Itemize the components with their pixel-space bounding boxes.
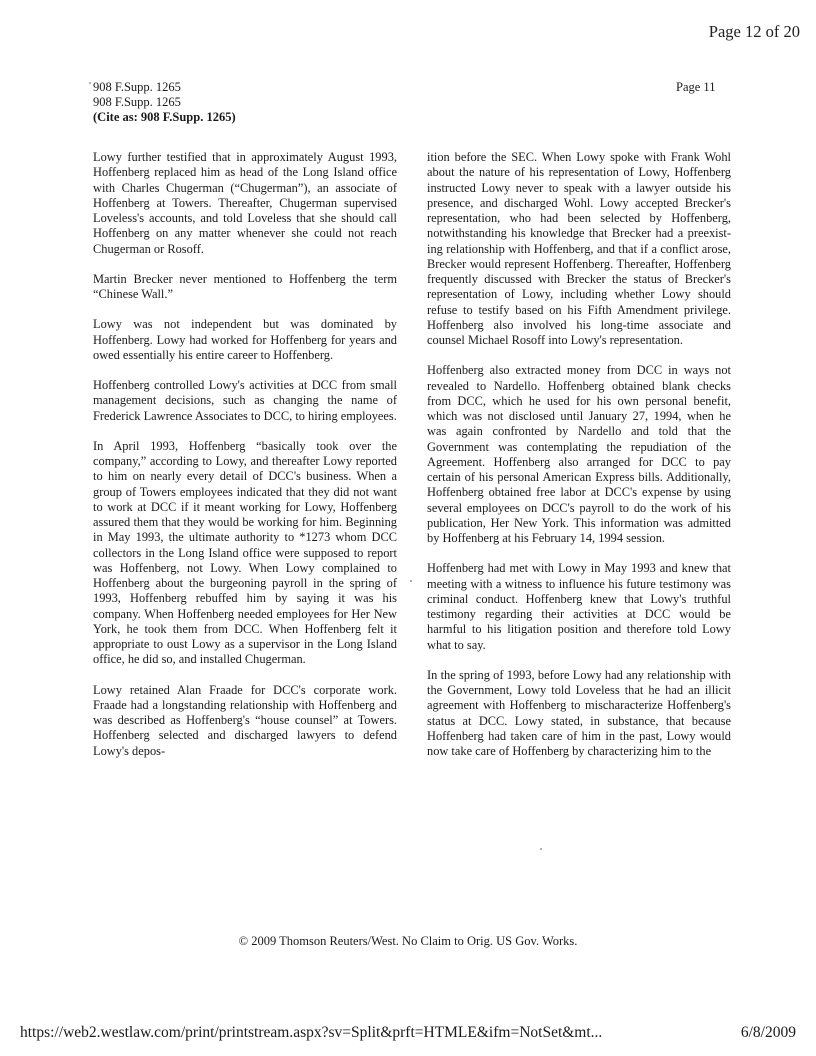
citation-line: 908 F.Supp. 1265 bbox=[93, 95, 181, 109]
scan-speck bbox=[410, 580, 412, 582]
page-counter: Page 12 of 20 bbox=[708, 22, 800, 41]
paragraph: In April 1993, Hoffenberg “basically took over the company,” according to Lowy, and thereafter Lowy reported to him on nearly every detail of DCC's business. When a group of Towers employees indicated that they did not want to work at DCC if it meant working for Lowy, Hoffenberg assured them that they would be working for him. Beginning in May 1993, the ultimate authority to *1273 whom DCC collectors in the Long Island office were supposed to report was Hoffenberg, not Lowy. When Lowy complained to Hoffenberg about the burgeoning payroll in the spring of 1993, Hoffenberg rebuffed him by saying it was his company. When Hoffenberg needed employees for Her New York, he took them from DCC. When Hoffenberg felt it appropriate to oust Lowy as a supervisor in the Long Island office, he did so, and installed Chugerman. bbox=[93, 438, 397, 667]
paragraph: Lowy further testified that in approximately August 1993, Hoffenberg replaced him as head of the Long Island office with Charles Chugerman (“Chugerman”), an associate of Hoffenberg at Towers. Thereafter, Chugerman supervised Loveless's accounts, and told Loveless that she should call Hoffenberg on any matter whenever she could not reach Chugerman or Rosoff. bbox=[93, 150, 397, 256]
paragraph: ition before the SEC. When Lowy spoke with Frank Wohl about the nature of his representation of Lowy, Hoffenberg instructed Lowy never to speak with a lawyer outside his presence, and discharged Wohl. Lowy accepted Brecker's representation, who had been selected by Hoffenberg, notwithstanding his knowledge that Brecker had a preexisting relationship with Hoffenberg, and that if a conflict arose, Brecker would represent Hoffenberg. Thereafter, Hoffenberg frequently discussed with Brecker the status of Brecker's representation of Lowy, including whether Lowy should refuse to testify based on his Fifth Amendment privilege. Hoffenberg also involved his long-time associate and counsel Michael Rosoff into Lowy's representation. bbox=[427, 150, 731, 347]
copyright-footer: © 2009 Thomson Reuters/West. No Claim to Orig. US Gov. Works. bbox=[238, 934, 578, 948]
citation-block bbox=[93, 80, 236, 125]
paragraph: Lowy was not independent but was dominated by Hoffenberg. Lowy had worked for Hoffenberg for years and owed essentially his entire career to Hoffenberg. bbox=[93, 317, 397, 362]
page-label: Page 11 bbox=[676, 80, 716, 94]
paragraph: Lowy retained Alan Fraade for DCC's corporate work. Fraade had a longstanding relationship with Hoffenberg and was described as Hoffenberg's “house counsel” at Towers. Hoffenberg selected and discharged lawyers to defend Lowy's depos- bbox=[93, 682, 397, 758]
paragraph: Hoffenberg also extracted money from DCC in ways not revealed to Nardello. Hoffenberg obtained blank checks from DCC, which he used for his own personal benefit, which was not disclosed until January 27, 1994, when he was again confronted by Nardello and told that the Government was contemplating the repudiation of the Agreement. Hoffenberg also arranged for DCC to pay certain of his personal American Express bills. Additionally, Hoffenberg obtained free labor at DCC's expense by using several employees on DCC's payroll to do the work of his publication, Her New York. This information was admitted by Hoffenberg at his February 14, 1994 session. bbox=[427, 363, 731, 545]
print-date: 6/8/2009 bbox=[740, 1024, 796, 1041]
paragraph: Martin Brecker never mentioned to Hoffenberg the term “Chinese Wall.” bbox=[93, 271, 397, 301]
cite-as-line: (Cite as: 908 F.Supp. 1265) bbox=[93, 110, 236, 124]
print-url: https://web2.westlaw.com/print/printstream.aspx?sv=Split&prft=HTMLE&ifm=NotSet&mt... bbox=[20, 1024, 603, 1041]
paragraph: Hoffenberg had met with Lowy in May 1993 and knew that meeting with a witness to influence his future testimony was criminal conduct. Hoffenberg knew that Lowy's truthful testimony regarding their activities at DCC would be harmful to his litigation position and therefore told Lowy what to say. bbox=[427, 561, 731, 652]
right-column bbox=[427, 150, 731, 774]
paragraph: Hoffenberg controlled Lowy's activities at DCC from small management decisions, such as changing the name of Frederick Lawrence Associates to DCC, to hiring employees. bbox=[93, 378, 397, 423]
left-column bbox=[93, 150, 397, 774]
citation-line: 908 F.Supp. 1265 bbox=[93, 80, 181, 94]
scan-speck bbox=[89, 82, 91, 84]
paragraph: In the spring of 1993, before Lowy had any relationship with the Government, Lowy told Loveless that he had an illicit agreement with Hoffenberg to mischaracterize Hoffenberg's status at DCC. Lowy stated, in substance, that because Hoffenberg had taken care of him in the past, Lowy would now take care of Hoffenberg by characterizing him to the bbox=[427, 667, 731, 758]
scan-speck bbox=[540, 848, 542, 850]
